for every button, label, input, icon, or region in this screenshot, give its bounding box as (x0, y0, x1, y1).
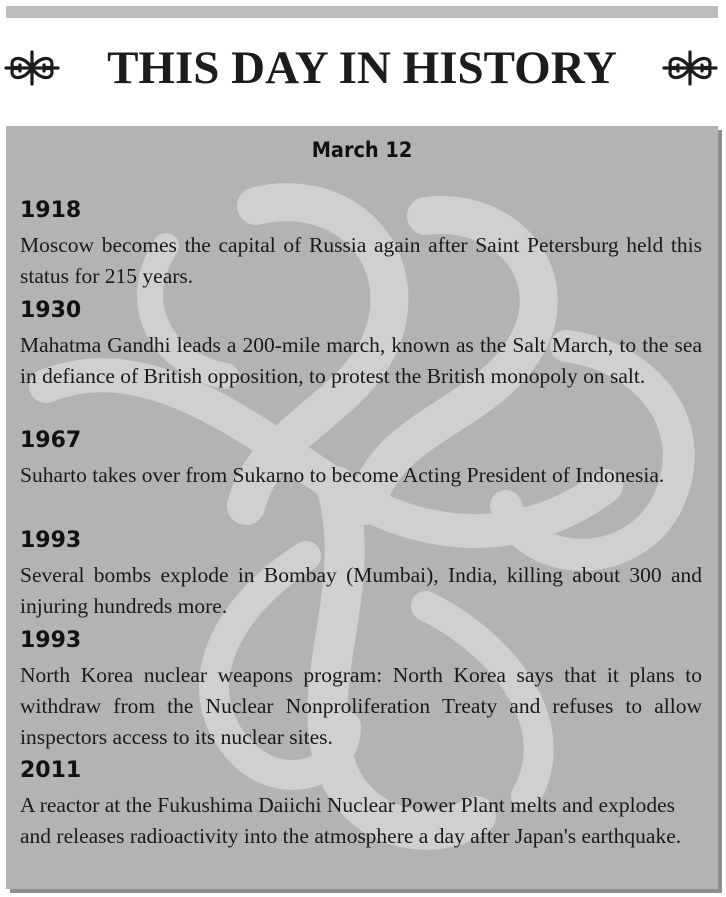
event-text: North Korea nuclear weapons program: North Korea says that it plans to withdraw from the Nuclear Nonproliferation Treaty and refuses to allow inspectors access to its nuclear sites. (20, 663, 702, 749)
event-year: 1930 (20, 298, 82, 323)
event-text: Moscow becomes the capital of Russia again after Saint Petersburg held this status for 215 years. (20, 233, 702, 288)
event-year: 1967 (20, 428, 82, 453)
page-title: THIS DAY IN HISTORY (107, 42, 617, 94)
event-year: 1993 (20, 628, 82, 653)
event-year: 1918 (20, 198, 82, 223)
event-year: 1993 (20, 528, 82, 553)
event-year: 2011 (20, 758, 82, 783)
history-panel (6, 126, 718, 889)
fleuron-icon (662, 46, 718, 90)
event-text: Suharto takes over from Sukarno to become Acting President of Indonesia. (20, 463, 665, 487)
event-text: Mahatma Gandhi leads a 200-mile march, known as the Salt March, to the sea in defiance of British opposition, to protest the British monopoly on salt. (20, 333, 702, 388)
header (0, 22, 726, 118)
top-rule (6, 6, 718, 18)
event-text: A reactor at the Fukushima Daiichi Nuclear Power Plant melts and explodes and releases radioactivity into the atmosphere a day after Japan's earthquake. (20, 793, 682, 848)
fleuron-icon (4, 46, 60, 90)
event-text: Several bombs explode in Bombay (Mumbai), India, killing about 300 and injuring hundreds more. (20, 563, 702, 618)
history-content (6, 126, 718, 889)
date-heading: March 12 (311, 138, 413, 162)
